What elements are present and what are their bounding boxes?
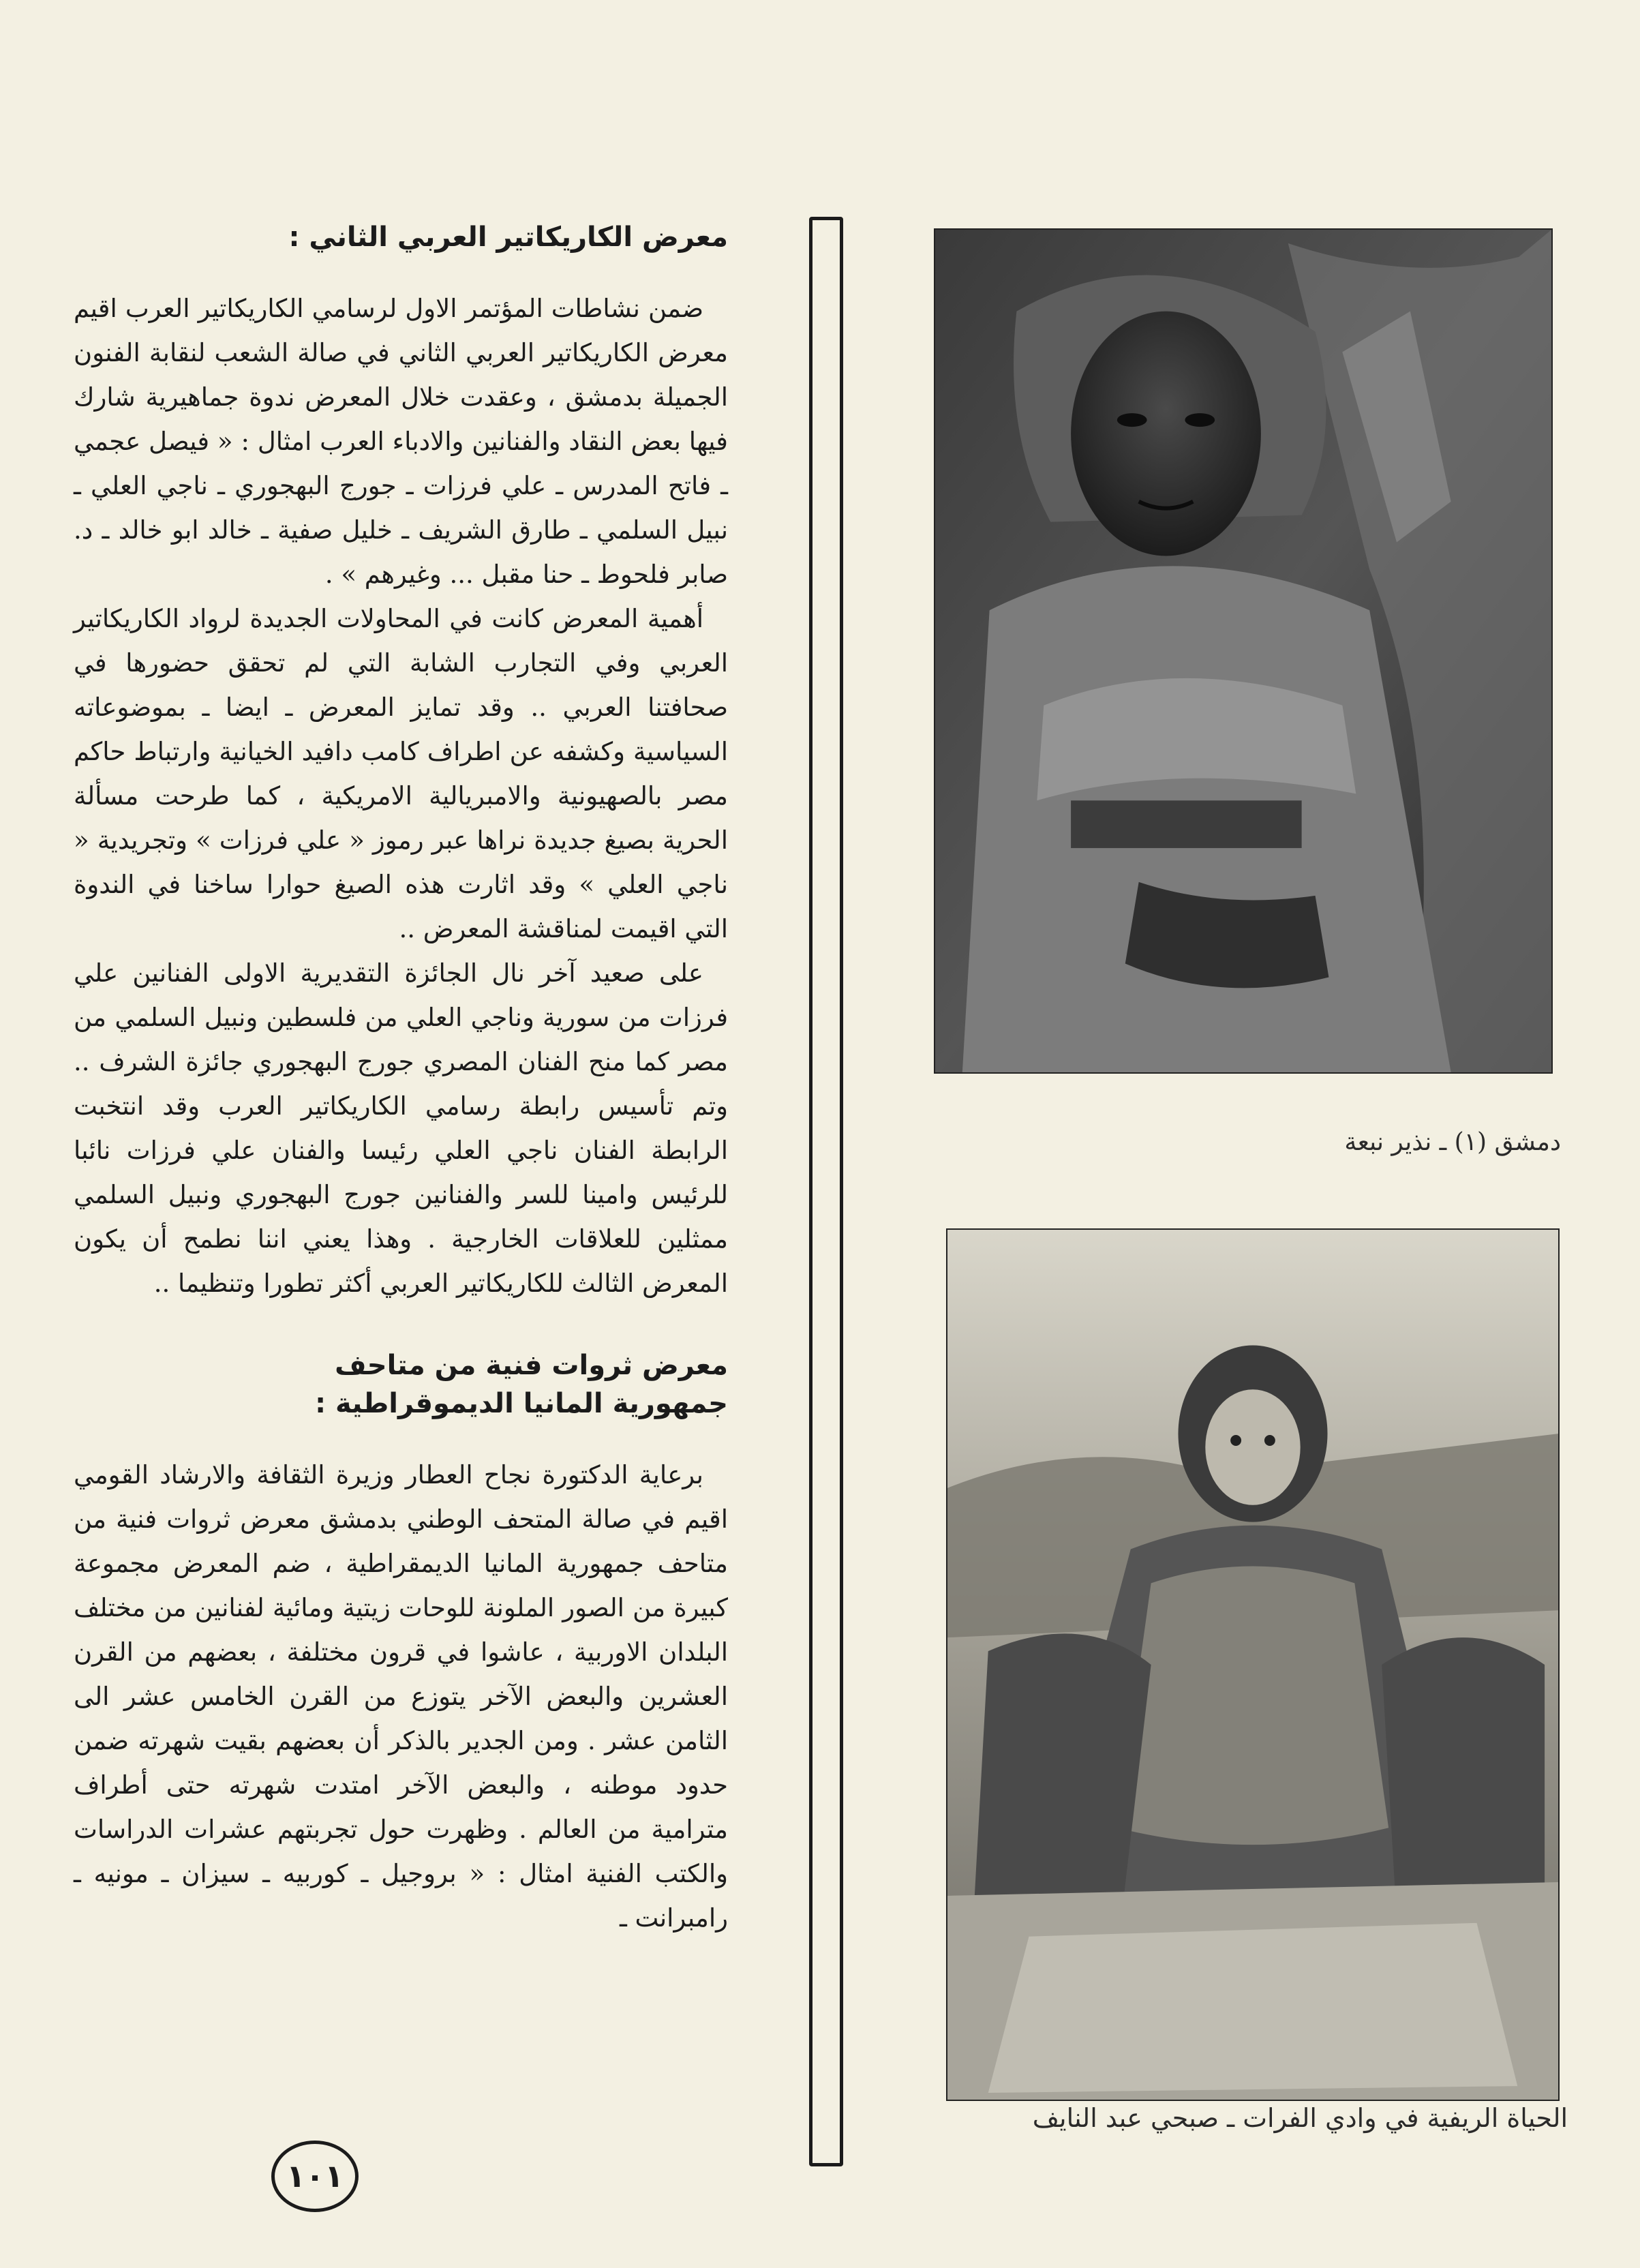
photo-2-caption: الحياة الريفية في وادي الفرات ـ صبحي عبد النايف xyxy=(1032,2103,1568,2133)
section-title-gdr-museums xyxy=(74,1346,728,1423)
article-column xyxy=(74,218,728,1940)
page-number: ١٠١ xyxy=(271,2141,359,2212)
painting-rural-life-photo xyxy=(946,1228,1560,2101)
caricature-paragraph-3: على صعيد آخر نال الجائزة التقديرية الاولى الفنانين علي فرزات من سورية وناجي العلي من فلسطين ونبيل السلمي من مصر كما منح الفنان المصري جورج البهجوري جائزة الشرف .. وتم تأسيس رابطة رسامي الكاريكاتير العرب وقد انتخبت الرابطة الفنان ناجي العلي رئيسا والفنان علي فرزات نائبا للرئيس وامينا للسر والفنانين جورج البهجوري ونبيل السلمي ممثلين للعلاقات الخارجية . وهذا يعني اننا نطمح أن يكون المعرض الثالث للكاريكاتير العربي أكثر تطورا وتنظيما .. xyxy=(74,958,728,1298)
gdr-paragraph-1: برعاية الدكتورة نجاح العطار وزيرة الثقافة والارشاد القومي اقيم في صالة المتحف الوطني بدمشق معرض ثروات فنية من متاحف جمهورية المانيا الديمقراطية ، ضم المعرض مجموعة كبيرة من الصور الملونة للوحات زيتية ومائية لفنانين من مختلف البلدان الاوربية ، عاشوا في قرون مختلفة ، بعضهم من القرن العشرين والبعض الآخر يتوزع من القرن الخامس عشر الى الثامن عشر . ومن الجدير بالذكر أن بعضهم بقيت شهرته ضمن حدود موطنه ، والبعض الآخر امتدت شهرته حتى أطراف مترامية من العالم . وظهرت حول تجربتهم عشرات الدراسات والكتب الفنية امثال : « بروجيل ـ كوربيه ـ سيزان ـ مونيه ـ رامبرانت ـ xyxy=(74,1460,728,1933)
caricature-paragraph-1: ضمن نشاطات المؤتمر الاول لرسامي الكاريكاتير العرب اقيم معرض الكاريكاتير العربي الثاني في صالة الشعب لنقابة الفنون الجميلة بدمشق ، وعقدت خلال المعرض ندوة جماهيرية شارك فيها بعض النقاد والفنانين والادباء العرب امثال : « فيصل عجمي ـ فاتح المدرس ـ علي فرزات ـ جورج البهجوري ـ ناجي العلي ـ نبيل السلمي ـ طارق الشريف ـ خليل صفية ـ خالد ابو خالد ـ د. صابر فلحوط ـ حنا مقبل ... وغيرهم » . xyxy=(74,294,728,589)
photo-1-caption: دمشق (١) ـ نذير نبعة xyxy=(1344,1128,1561,1156)
column-divider xyxy=(809,217,843,2166)
painting-damascus-photo xyxy=(934,228,1553,1074)
section-title-line-2: جمهورية المانيا الديموقراطية : xyxy=(315,1388,728,1419)
seated-woman-illustration xyxy=(947,1230,1558,2100)
woman-portrait-illustration xyxy=(935,230,1551,1072)
section-title-line-1: معرض ثروات فنية من متاحف xyxy=(335,1350,728,1381)
caricature-paragraph-2: أهمية المعرض كانت في المحاولات الجديدة لرواد الكاريكاتير العربي وفي التجارب الشابة التي لم تحقق حضورها في صحافتنا العربي .. وقد تمايز المعرض ـ ايضا ـ بموضوعاته السياسية وكشفه عن اطراف كامب دافيد الخيانية وارتباط حاكم مصر بالصهيونية والامبريالية الامريكية ، كما طرحت مسألة الحرية بصيغ جديدة نراها عبر رموز « علي فرزات » وتجريدية « ناجي العلي » وقد اثارت هذه الصيغ حوارا ساخنا في الندوة التي اقيمت لمناقشة المعرض .. xyxy=(74,604,728,943)
section-title-caricature: معرض الكاريكاتير العربي الثاني : xyxy=(288,222,728,253)
